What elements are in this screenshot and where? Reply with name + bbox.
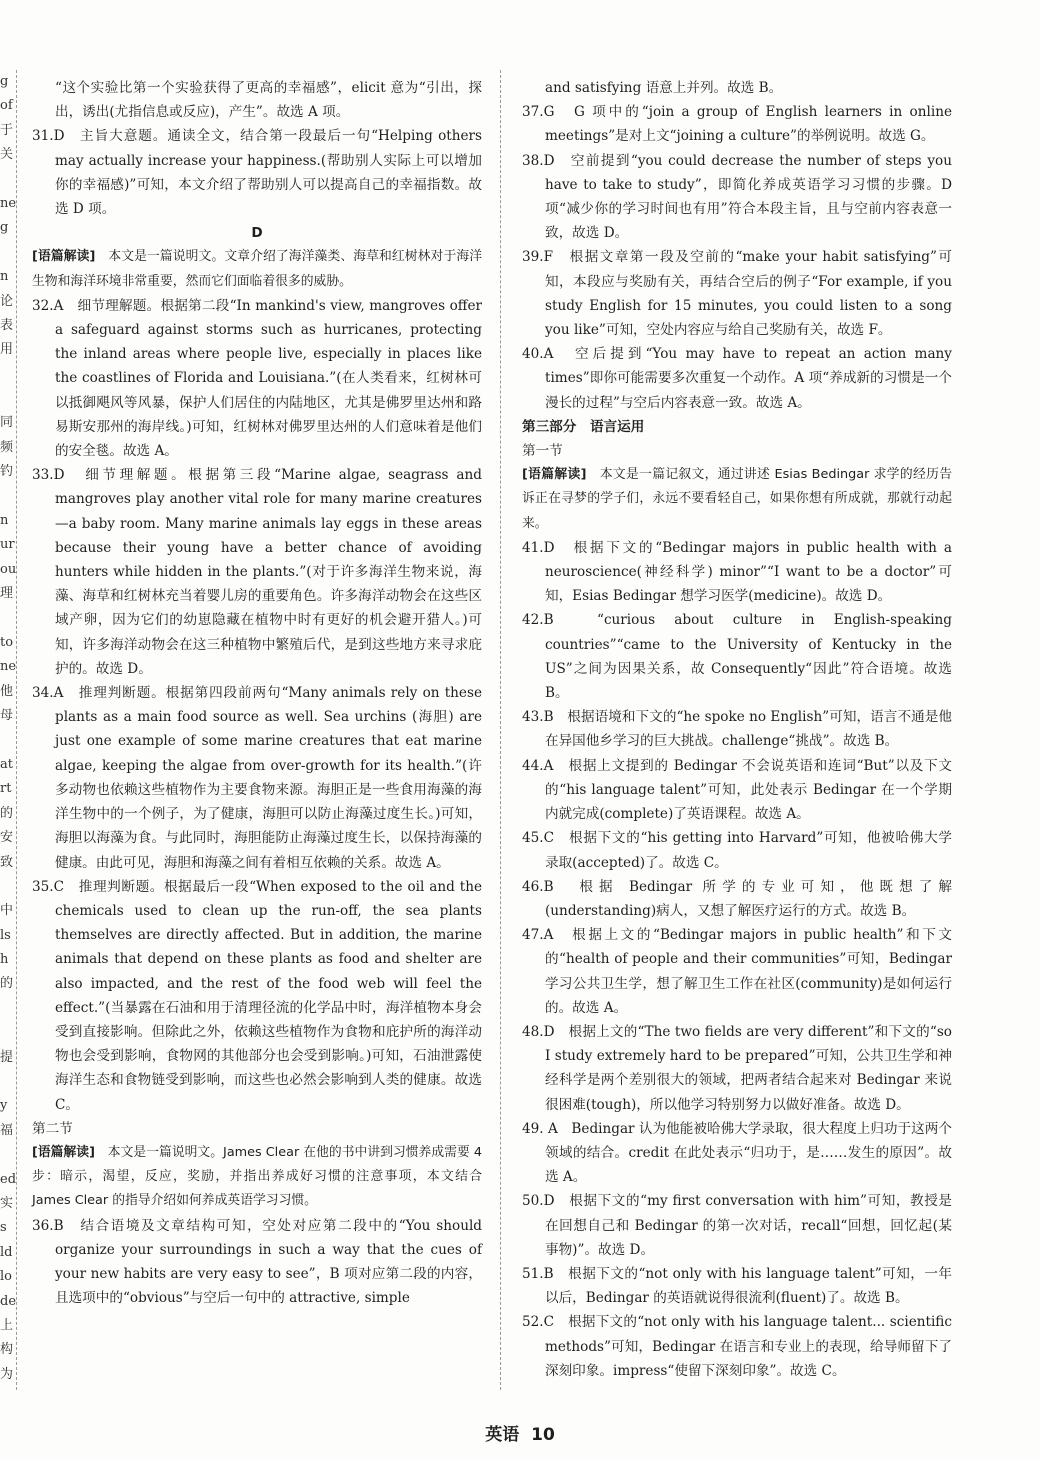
- strip-fragment: [0, 1143, 14, 1167]
- right-column: [522, 76, 952, 1383]
- strip-fragment: [0, 607, 14, 631]
- strip-fragment: [0, 1070, 14, 1094]
- answer-explanation: 40.A 空后提到“You may have to repeat an action many times”即你可能需要多次重复一个动作。A 项“养成新的习惯是一个漫长的过程”与空后内容表意一致。故选 A。: [522, 346, 952, 411]
- strip-fragment: ne: [0, 659, 17, 675]
- strip-fragment: 构: [0, 1342, 14, 1358]
- strip-fragment: g: [0, 220, 9, 236]
- strip-fragment: lo: [0, 1269, 12, 1285]
- strip-fragment: s: [0, 1220, 7, 1236]
- page-footer: [0, 1420, 1040, 1445]
- answer-explanation: 35.C 推理判断题。根据最后一段“When exposed to the oil and the chemicals used to clean up the run-off, the sea plants themselves are directly affected. But in addition, the marine animals that depend on these plants as food and shelter are also impacted, and the rest of the food web will feel the effect.”(当暴露在石油和用于清理径流的化学品中时，海洋植物本身会受到直接影响。但除此之外，依赖这些植物作为食物和庇护所的海洋动物也会受到影响，食物网的其他部分也会受到影响。)可知，石油泄露使海洋生态和食物链受到影响，而这些也必然会影响到人类的健康。故选 C。: [32, 878, 482, 1113]
- passage-analysis: [32, 245, 482, 293]
- strip-fragment: 上: [0, 1317, 14, 1333]
- strip-fragment: 同: [0, 415, 14, 431]
- strip-fragment: 的: [0, 976, 14, 992]
- strip-fragment: 福: [0, 1122, 14, 1138]
- strip-fragment: 提: [0, 1049, 14, 1065]
- passage-analysis: [32, 1141, 482, 1214]
- strip-fragment: [0, 168, 14, 192]
- answer-explanation: 32.A 细节理解题。根据第二段“In mankind's view, mangroves offer a safeguard against storms such as hurricanes, protecting the inland areas where people live, especially in places like the coastlines of Florida and Louisiana.”(在人类看来，红树林可以抵御飓风等风暴，保护人们居住的内陆地区，尤其是佛罗里达州和路易斯安那州的海岸线。)可知，红树林对佛罗里达州的人们意味着是他们的安全毯。故选 A。: [32, 297, 482, 460]
- answer-explanation: 42.B “curious about culture in English-speaking countries”“came to the University of Kentucky in the US”之间为因果关系，故 Consequently“因此”符合语境。故选 B。: [522, 612, 952, 702]
- answer-explanation: 52.C 根据下文的“not only with his language talent... scientific methods”可知，Bedingar 在语言和专业上的表现，给导师留下了深刻印象。impress“使留下深刻印象”。故选 C。: [522, 1314, 952, 1379]
- answer-explanation: 38.D 空前提到“you could decrease the number of steps you have to take to study”，即简化养成英语学习习惯的步骤。D 项“减少你的学习时间也有用”符合本段主旨，且与空前内容表意一致，故选 D。: [522, 152, 952, 242]
- strip-fragment: 表: [0, 317, 14, 333]
- passage-title: D: [251, 225, 263, 242]
- strip-fragment: [0, 729, 14, 753]
- strip-fragment: 频: [0, 439, 14, 455]
- strip-fragment: 安: [0, 830, 14, 846]
- strip-fragment: [0, 485, 14, 509]
- footer-page-number: 10: [531, 1425, 555, 1445]
- strip-fragment: ou: [0, 561, 17, 577]
- analysis-tag: [ 语篇解读 ]: [32, 249, 95, 264]
- strip-fragment: y: [0, 1098, 8, 1114]
- answer-continuation: and satisfying 语意上并列。故选 B。: [545, 80, 783, 96]
- strip-fragment: ne: [0, 195, 17, 211]
- left-margin-strip: [0, 70, 17, 1382]
- answer-continuation: “这个实验比第一个实验获得了更高的幸福感”，elicit 意为“引出，探出，诱出(尤指信息或反应)，产生”。故选 A 项。: [55, 80, 482, 121]
- strip-fragment: 母: [0, 708, 14, 724]
- answer-explanation: 51.B 根据下文的“not only with his language talent”可知，一年以后，Bedingar 的英语就说得很流利(fluent)了。故选 B。: [522, 1265, 952, 1307]
- answer-explanation: 31.D 主旨大意题。通读全文，结合第一段最后一句“Helping others may actually increase your happiness.(帮助别人实际上可以增加你的幸福感)”可知，本文介绍了帮助别人可以提高自己的幸福指数。故选 D 项。: [32, 128, 482, 218]
- strip-fragment: [0, 875, 14, 899]
- strip-fragment: ur: [0, 537, 15, 553]
- analysis-text: 本文是一篇记叙文，通过讲述 Esias Bedingar 求学的经历告诉正在寻梦的学子们，永远不要看轻自己，如果你想有所成就，那就行动起来。: [522, 467, 953, 531]
- column-divider: [500, 70, 501, 1390]
- answer-explanation: 41.D 根据下文的“Bedingar majors in public health with a neuroscience(神经科学) minor”“I want to be a doctor”可知，Esias Bedingar 想学习医学(medicine)。故选 D。: [522, 539, 952, 605]
- answer-explanation: 36.B 结合语境及文章结构可知，空处对应第二段中的“You should organize your surroundings in such a way that the cues of your new habits are very easy to see”，B 项对应第二段的内容，且选项中的“obvious”与空后一句中的 attractive, simple: [32, 1217, 482, 1307]
- answer-explanation: 43.B 根据语境和下文的“he spoke no English”可知，语言不通是他在异国他乡学习的巨大挑战。challenge“挑战”。故选 B。: [522, 709, 952, 750]
- answer-explanation: 48.D 根据上文的“The two fields are very different”和下文的“so I study extremely hard to be prepared”可知，公共卫生学和神经科学是两个差别很大的领域，把两者结合起来对 Bedingar 来说很困难(tough)，所以他学习特别努力以做好准备。故选 D。: [522, 1023, 952, 1113]
- strip-fragment: [0, 997, 14, 1021]
- strip-fragment: g: [0, 74, 9, 89]
- strip-fragment: ls: [0, 927, 11, 943]
- strip-fragment: rt: [0, 781, 12, 797]
- answer-explanation: 47.A 根据上文的“Bedingar majors in public health”和下文的“health of people and their communities”可知，Bedingar 学习公共卫生学，想了解卫生工作在社区(community)是如何运行的。故选 A。: [522, 927, 952, 1016]
- answer-explanation: 45.C 根据下文的“his getting into Harvard”可知，他被哈佛大学录取(accepted)了。故选 C。: [522, 830, 952, 871]
- strip-fragment: [0, 363, 14, 387]
- strip-fragment: 实: [0, 1195, 14, 1211]
- strip-fragment: [0, 1021, 14, 1045]
- answer-explanation: 49. A Bedingar 认为他能被哈佛大学录取，很大程度上归功于这两个领域的结合。credit 在此处表示“归功于，是……发生的原因”。故选 A。: [522, 1120, 952, 1186]
- strip-fragment: 他: [0, 683, 14, 699]
- analysis-tag: [ 语篇解读 ]: [32, 1145, 95, 1160]
- strip-fragment: 钓: [0, 464, 14, 480]
- strip-fragment: of: [0, 98, 13, 114]
- strip-fragment: ld: [0, 1244, 13, 1260]
- strip-fragment: [0, 387, 14, 411]
- strip-fragment: 理: [0, 586, 14, 602]
- footer-subject: 英语: [485, 1425, 520, 1445]
- section-heading: 第三部分 语言运用: [522, 418, 645, 435]
- analysis-text: 本文是一篇说明文。James Clear 在他的书中讲到习惯养成需要 4 步：暗示，渴望，反应，奖励，并指出养成好习惯的注意事项，本文结合 James Clear 的指导介绍如何养成英语学习习惯。: [32, 1144, 483, 1209]
- strip-fragment: [0, 241, 14, 265]
- strip-fragment: h: [0, 952, 9, 968]
- answer-explanation: 37.G G 项中的“join a group of English learners in online meetings”是对上文“joining a culture”的举例说明。故选 G。: [522, 104, 952, 145]
- analysis-tag: [ 语篇解读 ]: [522, 467, 586, 482]
- strip-fragment: 于: [0, 122, 14, 138]
- analysis-text: 本文是一篇说明文。文章介绍了海洋藻类、海草和红树林对于海洋生物和海洋环境非常重要，然而它们面临着很多的威胁。: [32, 249, 483, 289]
- answer-explanation: 34.A 推理判断题。根据第四段前两句“Many animals rely on these plants as a main food source as well. Sea urchins (海胆) are just one example of some marine creatures that eat marine algae, keeping the algae from over-growth for its health.”(许多动物也依赖这些植物作为主要食物来源。海胆正是一些食用海藻的海洋生物中的一个例子，为了健康，海胆可以防止海藻过度生长。)可知，海胆以海藻为食。与此同时，海胆能防止海藻过度生长，以保持海藻的健康。由此可见，海胆和海藻之间有着相互依赖的关系。故选 A。: [32, 685, 482, 871]
- passage-analysis: [522, 463, 952, 536]
- left-column: [32, 76, 482, 1310]
- strip-fragment: at: [0, 756, 13, 772]
- answer-explanation: 50.D 根据下文的“my first conversation with him”可知，教授是在回想自己和 Bedingar 的第一次对话，recall“回想，回忆起(某事物)”。故选 D。: [522, 1193, 952, 1258]
- strip-fragment: 为: [0, 1366, 14, 1382]
- strip-fragment: de: [0, 1293, 17, 1309]
- subsection-heading: 第二节: [32, 1120, 73, 1137]
- answer-explanation: 46.B 根据 Bedingar 所学的专业可知，他既想了解(understanding)病人，又想了解医疗运行的方式。故选 B。: [522, 878, 952, 919]
- answer-explanation: 33.D 细节理解题。根据第三段“Marine algae, seagrass and mangroves play another vital role for many marine creatures—a baby room. Many marine animals lay eggs in these areas because their young have a better chance of avoiding hunters while hidden in the plants.”(对于许多海洋生物来说，海藻、海草和红树林充当着婴儿房的重要角色。许多海洋动物会在这些区域产卵，因为它们的幼崽隐藏在植物中时有更好的机会避开猎人。)可知，许多海洋动物会在这三种植物中繁殖后代，是到这些地方来寻求庇护的。故选 D。: [32, 467, 482, 677]
- strip-fragment: to: [0, 634, 14, 650]
- left-margin-divider: [16, 70, 17, 1390]
- strip-fragment: 中: [0, 903, 14, 919]
- answer-explanation: 39.F 根据文章第一段及空前的“make your habit satisfying”可知，本段应与奖励有关，再结合空后的例子“For example, if you study English for 15 minutes, you could listen to a song you like”可知，空处内容应与给自己奖励有关，故选 F。: [522, 249, 952, 339]
- strip-fragment: 的: [0, 805, 14, 821]
- subsection-heading: 第一节: [522, 443, 563, 460]
- strip-fragment: n: [0, 269, 9, 285]
- strip-fragment: 关: [0, 147, 14, 163]
- strip-fragment: 用: [0, 342, 14, 358]
- strip-fragment: n: [0, 513, 9, 529]
- strip-fragment: 致: [0, 854, 14, 870]
- answer-explanation: 44.A 根据上文提到的 Bedingar 不会说英语和连词“But”以及下文的“his language talent”可知，此处表示 Bedingar 在一个学期内就完成(complete)了英语课程。故选 A。: [522, 757, 952, 823]
- strip-fragment: ed: [0, 1171, 17, 1187]
- strip-fragment: 论: [0, 293, 14, 309]
